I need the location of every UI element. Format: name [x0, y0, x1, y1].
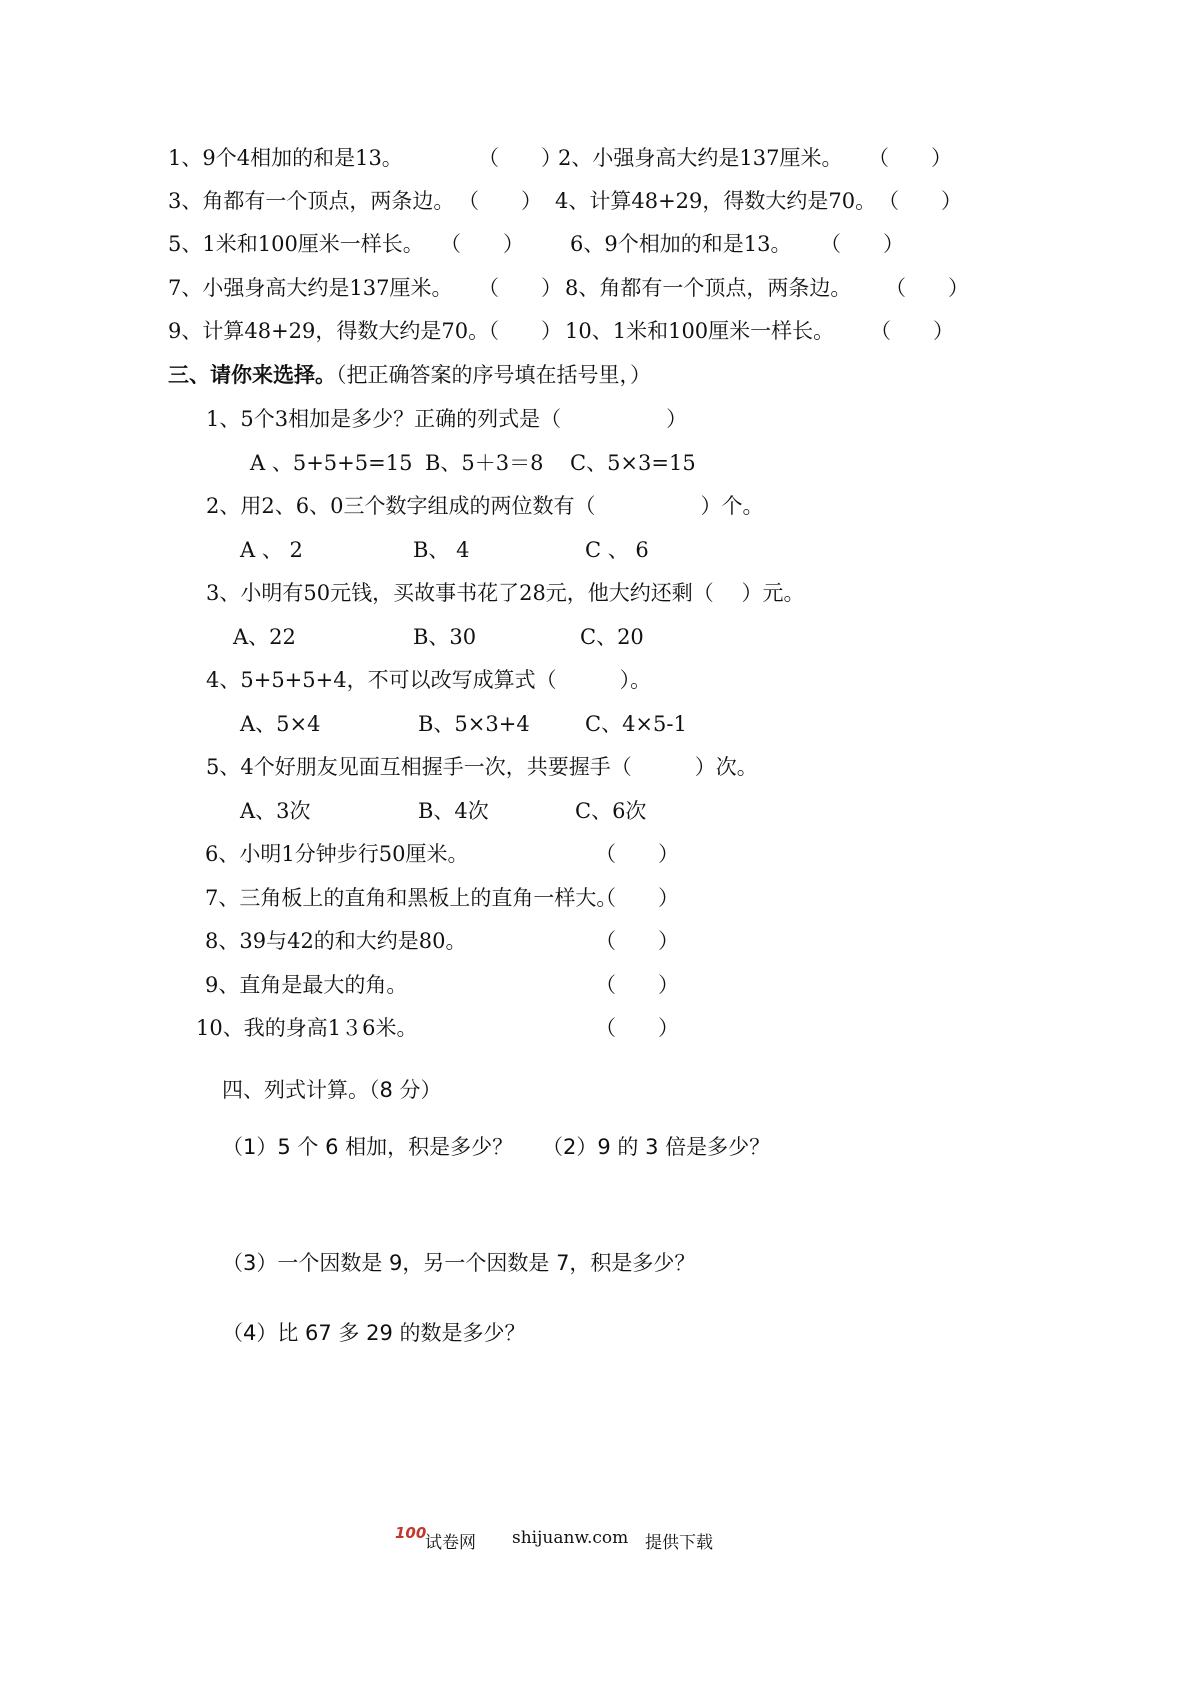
tf-q8: 8、39与42的和大约是80。	[205, 929, 467, 953]
section-3-heading	[168, 362, 651, 388]
choice-q3-option-b: B、30	[413, 625, 477, 649]
answer-bracket[interactable]: （ ）	[595, 929, 679, 953]
choice-q2-option-c: C 、 6	[585, 538, 649, 562]
choice-q2: 2、用2、6、0三个数字组成的两位数有（ ）个。	[206, 494, 764, 518]
answer-bracket[interactable]: （ ）	[595, 886, 679, 910]
footer-tagline: 提供下载	[645, 1533, 713, 1553]
choice-q4-option-c: C、4×5-1	[585, 712, 687, 736]
calc-q4: （4）比 67 多 29 的数是多少？	[222, 1321, 526, 1345]
answer-bracket[interactable]: （ ）	[478, 276, 562, 300]
choice-q5: 5、4个好朋友见面互相握手一次，共要握手（ ）次。	[206, 755, 758, 779]
choice-q2-option-b: B、 4	[413, 538, 470, 562]
choice-q3-option-c: C、20	[580, 625, 644, 649]
answer-bracket[interactable]: （ ）	[595, 1016, 679, 1040]
choice-q4-option-b: B、5×3+4	[418, 712, 530, 736]
answer-bracket[interactable]: （ ）	[870, 319, 954, 343]
judge-q3: 3、角都有一个顶点，两条边。	[168, 189, 455, 213]
tf-q9: 9、直角是最大的角。	[205, 973, 408, 997]
calc-q3: （3）一个因数是 9，另一个因数是 7，积是多少？	[222, 1251, 696, 1275]
choice-q5-option-b: B、4次	[418, 799, 489, 823]
answer-bracket[interactable]: （ ）	[478, 319, 562, 343]
answer-bracket[interactable]: （ ）	[595, 842, 679, 866]
choice-q4-option-a: A、5×4	[240, 712, 321, 736]
judge-q2: 2、小强身高大约是137厘米。	[558, 146, 843, 170]
judge-q7: 7、小强身高大约是137厘米。	[168, 276, 453, 300]
judge-q6: 6、9个相加的和是13。	[570, 232, 792, 256]
answer-bracket[interactable]: （ ）	[885, 276, 969, 300]
answer-bracket[interactable]: （ ）	[868, 146, 952, 170]
site-name: 试卷网	[425, 1533, 476, 1553]
choice-q1-option-b: B、5＋3＝8	[425, 451, 544, 475]
choice-q2-option-a: A 、 2	[240, 538, 303, 562]
choice-q5-option-c: C、6次	[575, 799, 647, 823]
judge-q9: 9、计算48+29，得数大约是70。	[168, 319, 490, 343]
tf-q6: 6、小明1分钟步行50厘米。	[205, 842, 469, 866]
choice-q3-option-a: A、22	[233, 625, 296, 649]
site-url[interactable]: shijuanw.com	[512, 1528, 629, 1548]
judge-q5: 5、1米和100厘米一样长。	[168, 232, 424, 256]
choice-q4: 4、5+5+5+4，不可以改写成算式（ ）。	[206, 668, 652, 692]
section-3-title: 三、请你来选择。	[168, 362, 336, 387]
judge-q8: 8、角都有一个顶点，两条边。	[565, 276, 852, 300]
page-footer	[0, 1524, 1191, 1558]
choice-q1: 1、5个3相加是多少？正确的列式是（ ）	[206, 407, 688, 431]
site-logo: 100	[395, 1524, 427, 1542]
answer-bracket[interactable]: （ ）	[878, 189, 962, 213]
answer-bracket[interactable]: （ ）	[820, 232, 904, 256]
answer-bracket[interactable]: （ ）	[458, 189, 542, 213]
section-3-note: （把正确答案的序号填在括号里，）	[336, 363, 651, 387]
tf-q10: 10、我的身高1３6米。	[196, 1016, 418, 1040]
choice-q1-option-c: C、5×3=15	[570, 451, 696, 475]
choice-q5-option-a: A、3次	[240, 799, 311, 823]
judge-q10: 10、1米和100厘米一样长。	[565, 319, 835, 343]
section-4-title: 四、列式计算。（8 分）	[222, 1078, 442, 1102]
judge-q4: 4、计算48+29，得数大约是70。	[555, 189, 877, 213]
answer-bracket[interactable]: （ ）	[440, 232, 524, 256]
answer-bracket[interactable]: （ ）	[595, 973, 679, 997]
choice-q1-option-a: A 、5+5+5=15	[250, 451, 413, 475]
choice-q3: 3、小明有50元钱，买故事书花了28元，他大约还剩（ ）元。	[206, 581, 805, 605]
calc-q2: （2）9 的 3 倍是多少？	[542, 1135, 771, 1159]
tf-q7: 7、三角板上的直角和黑板上的直角一样大。	[205, 886, 618, 910]
calc-q1: （1）5 个 6 相加，积是多少？	[222, 1135, 514, 1159]
answer-bracket[interactable]: （ ）	[478, 146, 562, 170]
judge-q1: 1、9个4相加的和是13。	[168, 146, 403, 170]
